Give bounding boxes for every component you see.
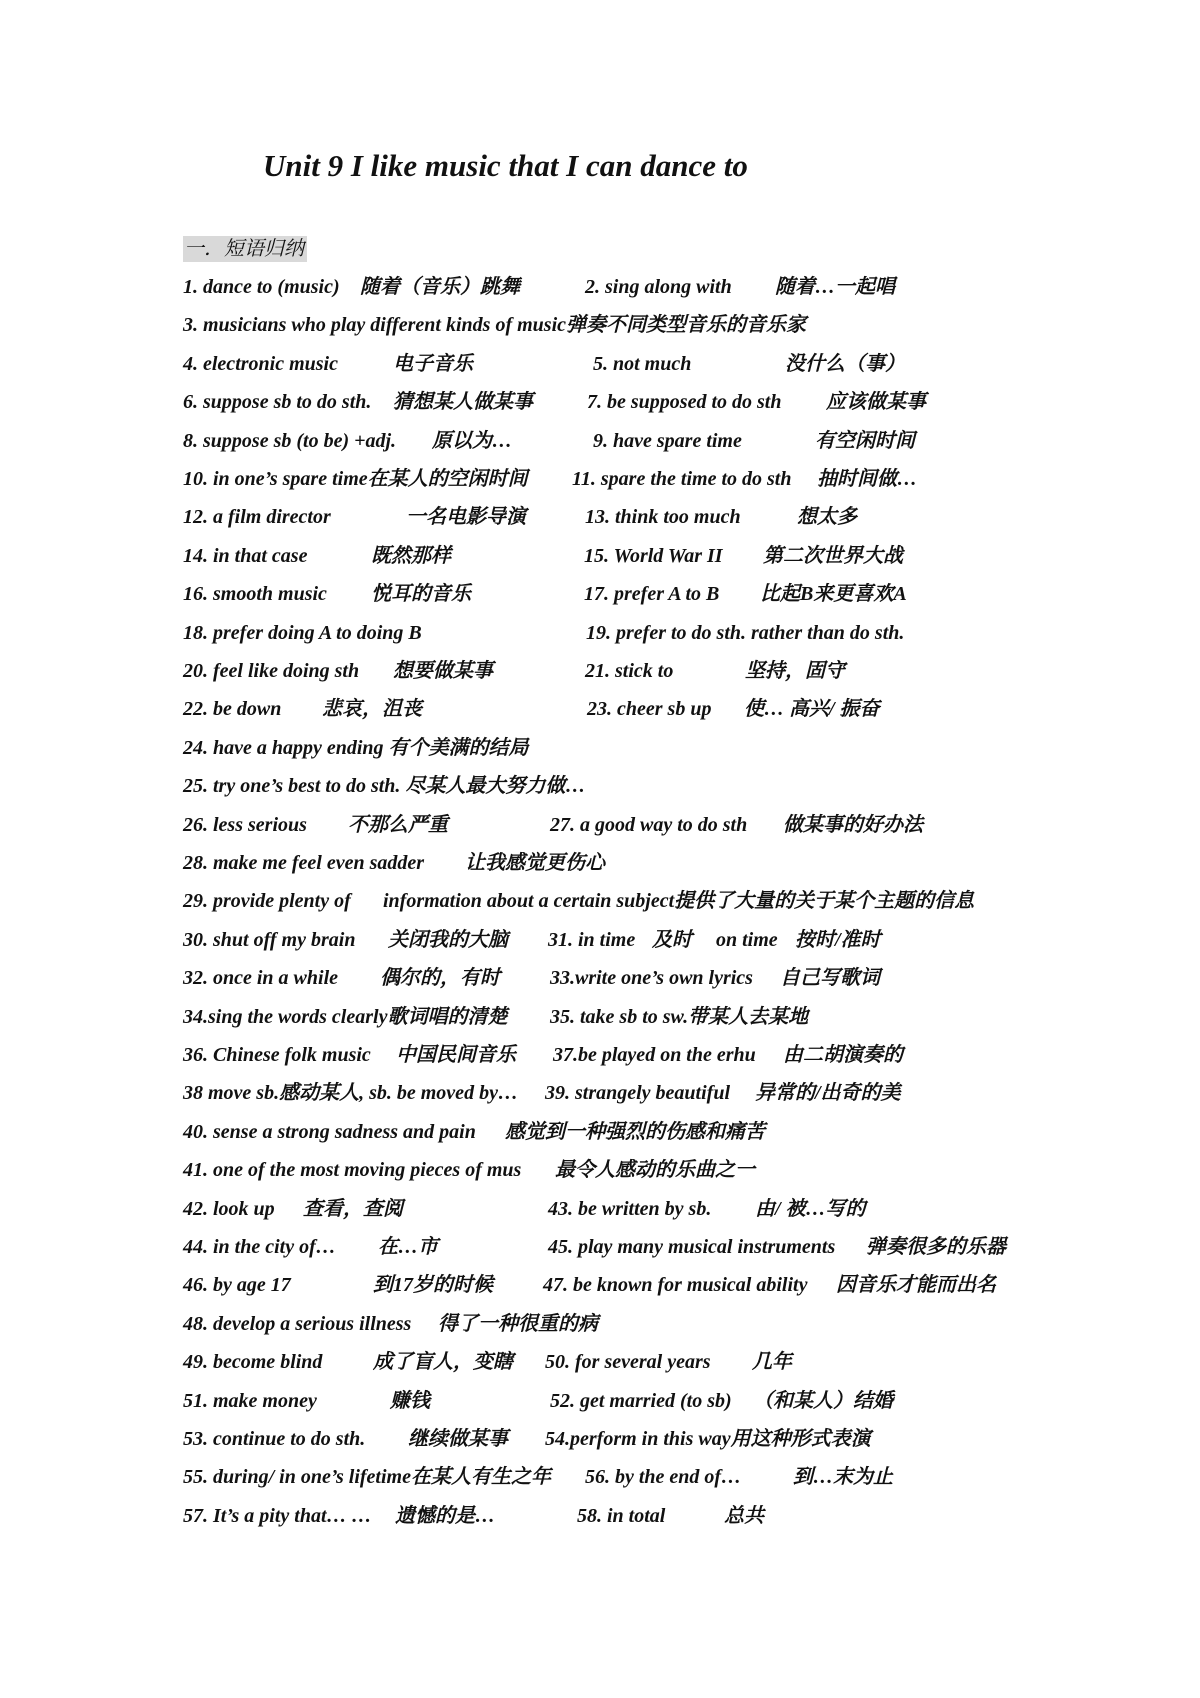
phrase-line: [0, 928, 1200, 952]
phrase-english: 33.write one’s own lyrics: [550, 967, 753, 989]
phrase-entry: 55. during/ in one’s lifetime在某人有生之年: [183, 1466, 551, 1488]
phrase-chinese: 随着…一起唱: [775, 276, 895, 298]
phrase-english: 51. make money: [183, 1390, 317, 1412]
phrase-english: 41. one of the most moving pieces of mus: [183, 1159, 522, 1181]
phrase-line: [0, 1389, 1200, 1413]
phrase-english: 40. sense a strong sadness and pain: [183, 1121, 476, 1143]
phrase-chinese: 由/ 被…写的: [755, 1198, 866, 1220]
phrase-line: [0, 1197, 1200, 1221]
phrase-english: 16. smooth music: [183, 583, 327, 605]
phrase-english: 56. by the end of…: [585, 1466, 742, 1488]
phrase-entry: 38 move sb.感动某人, sb. be moved by…: [183, 1082, 518, 1104]
phrase-english: 21. stick to: [585, 660, 674, 682]
phrase-chinese: 由二胡演奏的: [783, 1044, 903, 1066]
phrase-chinese: 偶尔的，有时: [380, 967, 500, 989]
phrase-chinese: 一名电影导演: [406, 506, 526, 528]
phrase-entry: 54.perform in this way用这种形式表演: [545, 1428, 871, 1450]
phrase-line: [0, 697, 1200, 721]
phrase-english: 48. develop a serious illness: [183, 1313, 412, 1335]
phrase-line: [0, 505, 1200, 529]
phrase-chinese: 抽时间做…: [817, 468, 917, 490]
phrase-english: 23. cheer sb up: [587, 698, 712, 720]
phrase-chinese: 原以为…: [432, 430, 512, 452]
phrase-english: 43. be written by sb.: [548, 1198, 712, 1220]
phrase-english: 45. play many musical instruments: [548, 1236, 836, 1258]
phrase-chinese: 应该做某事: [826, 391, 926, 413]
phrase-line: [0, 467, 1200, 491]
phrase-entry: 3. musicians who play different kinds of music弹奏不同类型音乐的音乐家: [183, 314, 807, 336]
phrase-english: 20. feel like doing sth: [183, 660, 360, 682]
phrase-line: [0, 544, 1200, 568]
phrase-chinese: 不那么严重: [348, 814, 448, 836]
phrase-english: 27. a good way to do sth: [550, 814, 748, 836]
phrase-english: 4. electronic music: [183, 353, 338, 375]
phrase-chinese: 坚持，固守: [745, 660, 845, 682]
phrase-english: 1. dance to (music): [183, 276, 340, 298]
phrase-chinese: 随着（音乐）跳舞: [360, 276, 520, 298]
phrase-english: 42. look up: [183, 1198, 275, 1220]
phrase-chinese: 自己写歌词: [780, 967, 880, 989]
phrase-chinese: 比起B来更喜欢A: [760, 583, 907, 605]
phrase-english: 7. be supposed to do sth: [587, 391, 782, 413]
phrase-line: [0, 1504, 1200, 1528]
phrase-english: 17. prefer A to B: [584, 583, 720, 605]
phrase-chinese: 在…市: [378, 1236, 438, 1258]
phrase-english: 15. World War II: [584, 545, 723, 567]
phrase-line: [0, 659, 1200, 683]
phrase-english: 49. become blind: [183, 1351, 323, 1373]
phrase-line: [0, 851, 1200, 875]
phrase-line: [0, 1158, 1200, 1182]
phrase-line: [0, 1312, 1200, 1336]
phrase-line: [0, 1043, 1200, 1067]
phrase-line: [0, 1081, 1200, 1105]
phrase-english: 9. have spare time: [593, 430, 742, 452]
section-heading: 一．短语归纳: [183, 236, 307, 262]
phrase-line: [0, 1120, 1200, 1144]
phrase-english: 28. make me feel even sadder: [183, 852, 425, 874]
phrase-english: 2. sing along with: [585, 276, 732, 298]
phrase-line: [0, 736, 1200, 760]
phrase-english: 22. be down: [183, 698, 282, 720]
phrase-chinese: 第二次世界大战: [763, 545, 903, 567]
phrase-line: [0, 1350, 1200, 1374]
phrase-line: [0, 313, 1200, 337]
phrase-english: 19. prefer to do sth. rather than do sth.: [586, 622, 905, 644]
phrase-english: 53. continue to do sth.: [183, 1428, 366, 1450]
phrase-english: 30. shut off my brain: [183, 929, 356, 951]
phrase-english: 18. prefer doing A to doing B: [183, 622, 422, 644]
phrase-english: 12. a film director: [183, 506, 331, 528]
phrase-entry: 25. try one’s best to do sth. 尽某人最大努力做…: [183, 775, 586, 797]
page-title: Unit 9 I like music that I can dance to: [263, 148, 748, 183]
phrase-english: 8. suppose sb (to be) +adj.: [183, 430, 397, 452]
phrase-chinese: 按时/准时: [795, 929, 881, 951]
phrase-line: [0, 621, 1200, 645]
phrase-chinese: 既然那样: [371, 545, 451, 567]
phrase-english: 58. in total: [577, 1505, 666, 1527]
phrase-chinese: 最令人感动的乐曲之一: [555, 1159, 755, 1181]
phrase-line: [0, 1273, 1200, 1297]
phrase-line: [0, 889, 1200, 913]
phrase-english: 26. less serious: [183, 814, 307, 836]
phrase-english: 39. strangely beautiful: [545, 1082, 731, 1104]
phrase-chinese: 赚钱: [390, 1390, 430, 1412]
phrase-line: [0, 1465, 1200, 1489]
phrase-chinese: 到17岁的时候: [373, 1274, 493, 1296]
phrase-chinese: 成了盲人，变瞎: [373, 1351, 513, 1373]
phrase-english: 6. suppose sb to do sth.: [183, 391, 372, 413]
phrase-chinese: 中国民间音乐: [396, 1044, 516, 1066]
phrase-chinese: 继续做某事: [408, 1428, 508, 1450]
phrase-line: [0, 774, 1200, 798]
phrase-chinese: 异常的/出奇的美: [755, 1082, 901, 1104]
phrase-english: 46. by age 17: [183, 1274, 291, 1296]
phrase-english: 37.be played on the erhu: [553, 1044, 756, 1066]
phrase-english: on time: [716, 929, 778, 951]
phrase-english: 52. get married (to sb): [550, 1390, 732, 1412]
phrase-chinese: 几年: [752, 1351, 792, 1373]
phrase-english: 5. not much: [593, 353, 692, 375]
phrase-english: 50. for several years: [545, 1351, 711, 1373]
phrase-entry: 35. take sb to sw.带某人去某地: [550, 1006, 809, 1028]
phrase-chinese: 弹奏很多的乐器: [866, 1236, 1006, 1258]
phrase-english: 11. spare the time to do sth: [572, 468, 792, 490]
phrase-line: [0, 275, 1200, 299]
phrase-entry: 34.sing the words clearly歌词唱的清楚: [183, 1006, 508, 1028]
phrase-chinese: 想要做某事: [393, 660, 493, 682]
phrase-chinese: 悲哀，沮丧: [322, 698, 422, 720]
phrase-chinese: 查看，查阅: [303, 1198, 403, 1220]
phrase-english: 14. in that case: [183, 545, 308, 567]
phrase-english: 36. Chinese folk music: [183, 1044, 371, 1066]
phrase-english: 29. provide plenty of: [183, 890, 351, 912]
phrase-english: 44. in the city of…: [183, 1236, 336, 1258]
phrase-chinese: 悦耳的音乐: [371, 583, 471, 605]
phrase-line: [0, 966, 1200, 990]
phrase-chinese: 感觉到一种强烈的伤感和痛苦: [505, 1121, 765, 1143]
phrase-chinese: 因音乐才能而出名: [836, 1274, 996, 1296]
phrase-chinese: 总共: [724, 1505, 764, 1527]
phrase-chinese: 得了一种很重的病: [438, 1313, 598, 1335]
phrase-english: 47. be known for musical ability: [543, 1274, 808, 1296]
phrase-line: [0, 582, 1200, 606]
phrase-english: 32. once in a while: [183, 967, 339, 989]
phrase-chinese: 做某事的好办法: [783, 814, 923, 836]
phrase-chinese: 及时: [652, 929, 692, 951]
phrase-chinese: 遗憾的是…: [395, 1505, 495, 1527]
phrase-chinese: 让我感觉更伤心: [465, 852, 605, 874]
phrase-chinese: 有空闲时间: [815, 430, 915, 452]
phrase-line: [0, 429, 1200, 453]
phrase-chinese: 关闭我的大脑: [388, 929, 508, 951]
phrase-entry: information about a certain subject提供了大量的关于某个主题的信息: [383, 890, 975, 912]
phrase-chinese: 到…末为止: [793, 1466, 893, 1488]
phrase-chinese: （和某人）结婚: [753, 1390, 893, 1412]
phrase-chinese: 没什么（事）: [785, 353, 905, 375]
phrase-line: [0, 813, 1200, 837]
phrase-entry: 24. have a happy ending 有个美满的结局: [183, 737, 529, 759]
phrase-line: [0, 390, 1200, 414]
phrase-english: 57. It’s a pity that… …: [183, 1505, 372, 1527]
phrase-line: [0, 1427, 1200, 1451]
phrase-chinese: 使… 高兴/ 振奋: [744, 698, 880, 720]
phrase-english: 13. think too much: [585, 506, 741, 528]
phrase-chinese: 电子音乐: [393, 353, 473, 375]
phrase-chinese: 想太多: [797, 506, 857, 528]
phrase-line: [0, 352, 1200, 376]
phrase-line: [0, 1235, 1200, 1259]
phrase-line: [0, 1005, 1200, 1029]
phrase-english: 31. in time: [548, 929, 636, 951]
phrase-entry: 10. in one’s spare time在某人的空闲时间: [183, 468, 528, 490]
phrase-chinese: 猜想某人做某事: [393, 391, 533, 413]
